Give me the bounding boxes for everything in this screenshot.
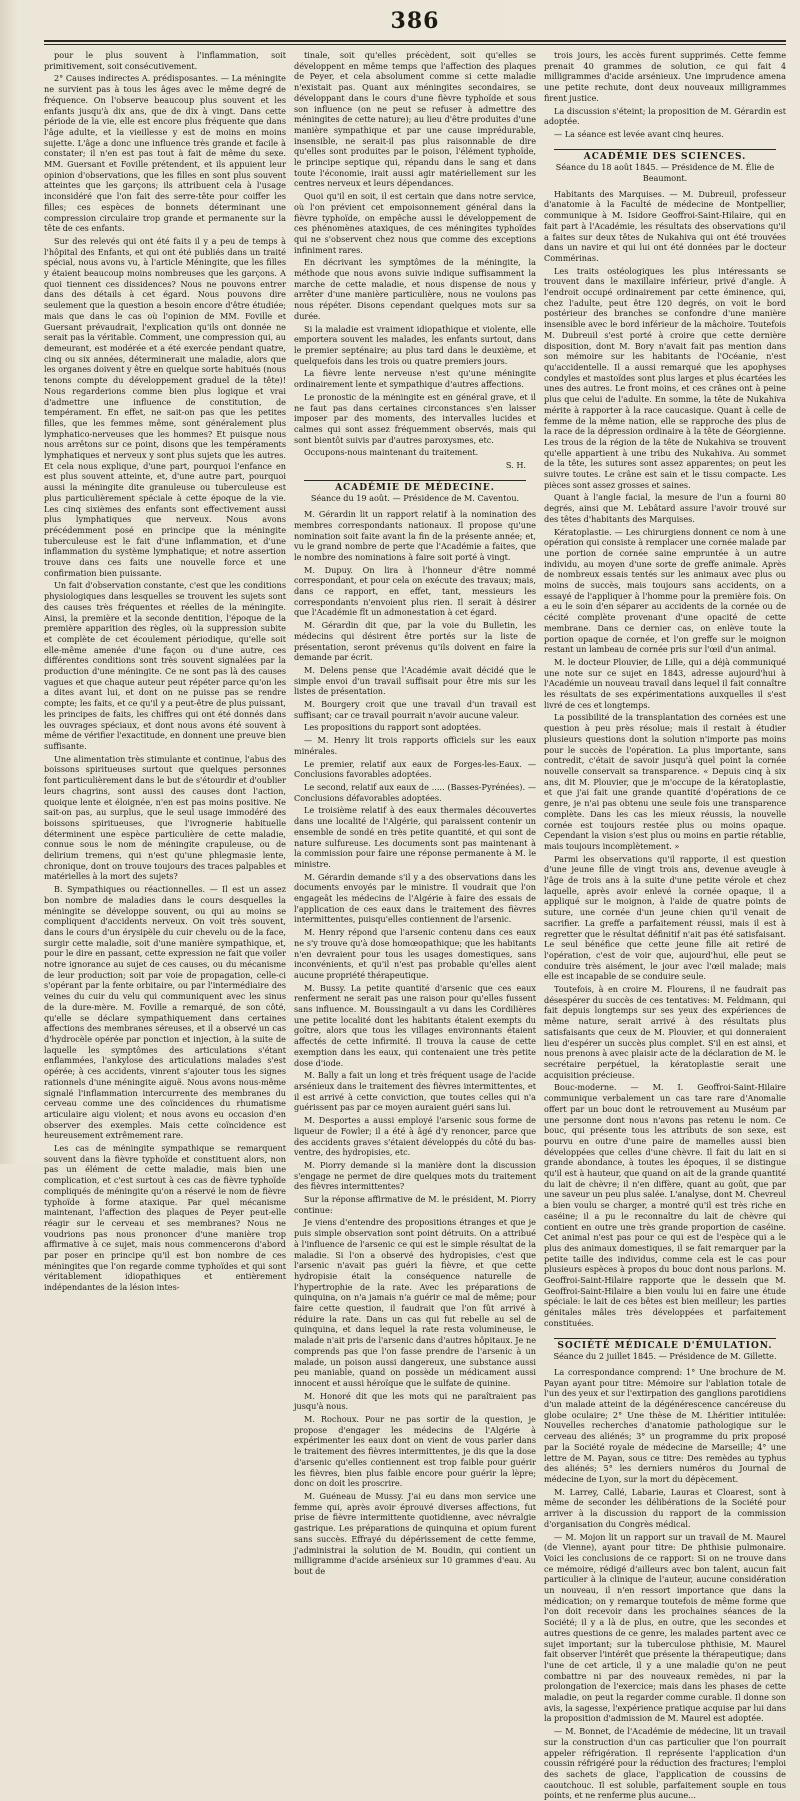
paragraph: M. Bally a fait un long et très fréquent usage de l'acide arsénieux dans le traitement des fièvres intermittentes, et il est arrivé à cette conviction, que toutes celles qui n'a guérissent pas par ce moyen auraient guéri sans lui.	[294, 1070, 536, 1113]
paragraph: — La séance est levée avant cinq heures.	[554, 128, 724, 139]
paragraph: B. Sympathiques ou réactionnelles. — Il est un assez bon nombre de maladies dans le cours desquelles la méningite se développe souvent, ou qui au moins se compliquent d'accidents nerveux. On voit très souvent, dans le cours d'un érysipèle du cuir chevelu ou de la face, surgir cette maladie, soit d'une manière sympathique, et, pour le dire en passant, cette expression ne fait que voiler notre ignorance au sujet de ces causes, ou du mécanisme de leur production; soit par voie de propagation, celle-ci s'opérant par la fente orbitaire, ou par l'intermédiaire des veines du cuir du velu qui communiquent avec les sinus de la dure-mère. M. Foville a remarqué, de son côté, qu'elle se déclare sympathiquement dans certaines affections des membranes séreuses, et il a observé un cas d'hydrocèle opérée par ponction et injection, à la suite de laquelle les symptômes des articulations s'étant enflammées, l'ankylose des articulations malades s'est opérée; à ces accidents, vinrent s'ajouter tous les signes rationnels d'une méningite aiguë. Nous avons nous-même signalé l'inflammation intercurrente des membranes du cerveau comme une des coïncidences du rhumatisme articulaire aigu violent; et nous avons eu occasion d'en observer des exemples. Mais cette coïncidence est heureusement extrêmement rare.	[44, 884, 286, 1141]
section-title: ACADÉMIE DES SCIENCES.	[583, 151, 747, 162]
col3c-body	[544, 1367, 786, 1801]
section-title: SOCIÉTÉ MÉDICALE D'ÉMULATION.	[557, 1340, 773, 1351]
paragraph: M. Dupuy. On lira à l'honneur d'être nommé correspondant, et pour cela on exécute des travaux; mais, dans ce rapport, en effet, tant, messieurs les correspondants n'envoient plus rien. Il serait à désirer que l'Académie fît un admonestation à cet égard.	[294, 564, 536, 618]
paragraph: Occupons-nous maintenant du traitement.	[304, 447, 479, 458]
col3-body	[544, 50, 786, 140]
paragraph: — M. Bonnet, de l'Académie de médecine, lit un travail sur la construction d'un cas particulier que l'on pourrait appeler réfrigération. Il représente l'application d'un coussin réfrigéré pour la réduction des fractures; l'emploi des sachets de glace, l'application de coussins de caoutchouc. Il est soluble, parfaitement souple en tous points, et ne renferme plus aucune...	[544, 1726, 786, 1801]
paragraph: M. Desportes a aussi employé l'arsenic sous forme de liqueur de Fowler; il a été à âgé d'y renoncer, parce que des accidents graves s'étaient développés du côté du bas-ventre, des hydropisies, etc.	[294, 1115, 536, 1158]
article-signature: S. H.	[505, 460, 526, 471]
paragraph: Si la maladie est vraiment idiopathique et violente, elle emportera souvent les malades, les enfants surtout, dans le premier septénaire; au plus tard dans le deuxième, et quelquefois dans les trois ou quatre premiers jours.	[294, 323, 536, 366]
paragraph: Une alimentation très stimulante et continue, l'abus des boissons spiritueuses surtout que quelques personnes font particulièrement dans le but de s'étourdir et d'oublier leurs chagrins, sont aussi des causes dont l'action, quoique lente et éloignée, n'en est pas moins positive. Ne sait-on pas, au surplus, que le seul usage immodéré des boissons spiritueuses, que l'ivrognerie habituelle déterminent une espèce particulière de cette maladie, connue sous le nom de méningite crapuleuse, ou de delirium tremens, qui n'est qu'une phlegmasie lente, chronique, dont on trouve toujours des traces palpables et matérielles à la mort des sujets?	[44, 753, 286, 882]
paragraph: trois jours, les accès furent supprimés. Cette femme prenait 40 grammes de solution, ce qui fait 4 milligrammes d'acide arsénieux. Une imprudence amena une petite rechute, dont deux nouveaux milligrammes firent justice.	[544, 50, 786, 103]
paragraph: tinale, soit qu'elles précèdent, soit qu'elles se développent en même temps que l'affection des plaques de Peyer, et cela absolument comme si cette maladie n'existait pas. Quant aux méningites secondaires, se développant dans le cours d'une fièvre typhoïde et sous son influence (on ne peut se refuser à admettre des méningites de cette nature); au lieu d'être produites d'une manière sympathique et par une cause imprédurable, insensible, ne serait-il pas plus raisonnable de dire qu'elles sont produites par le poison, l'élément typhoïde, le principe septique qui, répandu dans le sang et dans toute l'économie, irait aussi agir matériellement sur les centres nerveux et leurs dépendances.	[294, 50, 536, 189]
page-header	[44, 8, 786, 50]
paragraph: M. Bussy. La petite quantité d'arsenic que ces eaux renferment ne serait pas une raison pour qu'elles fussent sans influence. M. Boussingault a vu dans les Cordilières une petite localité dont les habitants étaient exempts du goître, alors que tous les villages environnants étaient affectés de cette infirmité. Il trouva la cause de cette exemption dans les eaux, qui contenaient une très petite dose d'iode.	[294, 982, 536, 1068]
section-subtitle: Séance du 2 juillet 1845. — Présidence de M. Gillette.	[553, 1351, 777, 1362]
paragraph: Toutefois, à en croire M. Flourens, il ne faudrait pas désespérer du succès de ces tentatives: M. Feldmann, qui fait depuis longtemps sur ses yeux des expériences de même nature, serait arrivé à des résultats plus satisfaisants que ceux de M. Plouvier, et qui donneraient lieu d'espérer un succès plus complet. S'il en est ainsi, et nous prenons à avec plaisir acte de la déclaration de M. le secrétaire perpétuel, la kératoplastie serait une acquisition précieuse.	[544, 984, 786, 1080]
paragraph: M. Rochoux. Pour ne pas sortir de la question, je propose d'engager les médecins de l'Algérie à expérimenter les eaux dont on vient de vous parler dans le traitement des fièvres intermittentes, je dis que la dose d'arsenic qu'elles contiennent est trop faible pour guérir les fièvres, bien plus faible encore pour guérir la lèpre; donc on doit les proscrire.	[294, 1414, 536, 1489]
paragraph: Le premier, relatif aux eaux de Forges-les-Eaux. — Conclusions favorables adoptées.	[294, 758, 536, 780]
paragraph: La correspondance comprend: 1° Une brochure de M. Payan ayant pour titre: Mémoire sur l'ablation totale de l'un des yeux et sur l'extirpation des ganglions parotidiens d'un malade atteint de la dégénérescence cancéreuse du globe oculaire; 2° Une thèse de M. Lhéritier intitulée: Nouvelles recherches d'anatomie pathologique sur le cerveau des aliénés; 3° un programme du prix proposé par la Société royale de médecine de Marseille; 4° une lettre de M. Payan, sous ce titre: Des remèdes au typhus des aliénés; 5° les derniers numéros du Journal de médecine de Lyon, sur la mort du dépècement.	[544, 1366, 786, 1484]
paragraph: M. Honoré dit que les mots qui ne paraîtraient pas jusqu'à nous.	[294, 1390, 536, 1412]
paragraph: M. Gérardin lit un rapport relatif à la nomination des membres correspondants nationaux. Il propose qu'une nomination soit faite avant la fin de la présente année; et, vu le grand nombre de perte que l'Académie a faites, que le nombre des nominations à faire soit porté à vingt.	[294, 509, 536, 562]
columns	[44, 50, 787, 1801]
paragraph: Le troisième relatif à des eaux thermales découvertes dans une localité de l'Algérie, qui paraissent contenir un ensemble de sondé en très petite quantité, et qui sont de nature sulfureuse. Les documents sont pas maintenant à la commission pour faire une réponse permanente à M. le ministre.	[294, 805, 536, 869]
header-rule	[44, 40, 786, 42]
col1-body	[44, 50, 286, 1293]
paragraph: Sur la réponse affirmative de M. le président, M. Piorry continue:	[294, 1194, 536, 1215]
paragraph: Parmi les observations qu'il rapporte, il est question d'une jeune fille de vingt trois ans, devenue aveugle à l'âge de trois ans à la suite d'une petite vérole et chez laquelle, après avoir enlevé la cornée opaque, il a appliqué sur le moignon, à l'aide de quatre points de suture, une cornée d'un jeune chien qu'il venait de sacrifier. La greffe a parfaitement réussi, mais il est à regretter que le résultat définitif n'ait pas été satisfaisant. Le seul bénéfice que cette jeune fille ait retiré de l'opération, c'est de voir que, aujourd'hui, elle peut se conduire très aisément, le jour avec l'œil malade; mais elle est incapable de se conduire seule.	[544, 853, 786, 982]
paragraph: Quant à l'angle facial, la mesure de l'un a fourni 80 degrés, ainsi que M. Lebâtard assure l'avoir trouvé sur des têtes d'habitants des Marquises.	[544, 492, 786, 524]
paragraph: Le second, relatif aux eaux de ..... (Basses-Pyrénées). — Conclusions défavorables adoptées.	[294, 782, 536, 803]
paragraph: — M. Henry lit trois rapports officiels sur les eaux minérales.	[294, 735, 536, 756]
column-3	[544, 50, 787, 1801]
section-subtitle: Séance du 18 août 1845. — Présidence de M. Élie de Beaumont.	[555, 162, 775, 184]
paragraph: Le pronostic de la méningite est en général grave, et il ne faut pas dans certaines circonstances s'en laisser imposer par des moments, des intervalles lucides et calmes qui sont assez fréquemment observés, mais qui sont bientôt suivis par d'autres paroxysmes, etc.	[294, 391, 536, 445]
paragraph: Les traits ostéologiques les plus intéressants se trouvent dans le maxillaire inférieur, privé d'angle. À l'endroit occupé ordinairement par cette éminence, qui, chez l'adulte, peut être 120 degrés, on voit le bord postérieur des branches se confondre d'une manière insensible avec le bord inférieur de la mâchoire. Toutefois M. Dubreuil s'est porté à croire que cette dernière disposition, dont M. Bory n'avait fait pas mention dans son mémoire sur les habitants de l'Océanie, n'est qu'accidentelle. Il a aussi remarqué que les apophyses condyles et mastoïdes sont plus larges et plus écartées les unes des autres. Le front moins, et ces crânes ont à peine plus que celui de l'adulte. En somme, la tête de Nukahiva mérite à rapporter à la race caucasique. Quant à celle de femme de la même nation, elle se rapproche des plus de la race de la dépression ordinaire à la tête de Géorgienne. Les trous de la région de la tête de Nukahiva se trouvent qu'elle appartient à une tribu des Nukahiva. Au sommet de la tête, les sutures sont assez apparentes; on peut les suivre toutes. Le crâne est sain et le tissu compacte. Les pièces sont assez grosses et saines.	[544, 265, 786, 490]
paragraph: Kératoplastie. — Les chirurgiens donnent ce nom à une opération qui consiste à remplacer une cornée malade par une portion de cornée saine empruntée à un autre individu, au moyen d'une sorte de greffe animale. Après de nombreux essais tentés sur les animaux avec plus ou moins de succès, mais toujours sans accidents, on a essayé de l'appliquer à l'homme pour la première fois. On a eu le soin d'en séparer au accidents de la cornée ou de cécité complète provenant d'une opacité de cette membrane. Dans ce dernier cas, on enlève toute la portion opaque de cornée, et l'on greffe sur le moignon restant un lambeau de cornée pris sur l'œil d'un animal.	[544, 526, 786, 655]
paragraph: — M. Mojon lit un rapport sur un travail de M. Maurel (de Vienne), ayant pour titre: De phthisie pulmonaire. Voici les conclusions de ce rapport: Si on ne trouve dans ce mémoire, rédigé d'ailleurs avec bon talent, aucun fait particulier à la clinique de l'auteur, aucune considération un nouveau, il n'en ressort importance que dans la médication; on y remarque toutefois de même forme que l'on doit recevoir dans les prochaines séances de la Société; il y a là de plus, en outre, que les secondes et autres questions de ce genre, les malades partent avec ce sujet important; sur la tuberculose phthisie, M. Maurel fait observer l'intérêt que présente la thérapeutique; dans l'une de cet article, il y a une maladie qu'on ne peut combattre ni par des nouveaux remèdes, ni par la prolongation de l'exercice; mais dans les phases de cette maladie, on peut la regarder comme curable. Il donne son avis, la sagesse, l'expérience pratique acquise par lui dans la proposition d'admission de M. Maurel est adoptée.	[544, 1531, 787, 1724]
column-1	[44, 50, 286, 1293]
paragraph: M. Gérardin dit que, par la voie du Bulletin, les médecins qui désirent être portés sur la liste de présentation, seront prévenus qu'ils doivent en faire la demande par écrit.	[294, 620, 536, 663]
paragraph: Sur des relevés qui ont été faits il y a peu de temps à l'hôpital des Enfants, et qui ont été publiés dans un traité spécial, nous avons vu, à l'article Méningite, que les filles y étaient beaucoup moins nombreuses que les garçons. A quoi tiennent ces dissidences? Nous ne pouvons entrer dans des détails à cet égard. Nous pouvons dire seulement que la question a besoin encore d'être étudiée; mais que dans le cas où l'opinion de MM. Foville et Guersant prévaudrait, l'explication qu'ils ont donnée ne serait pas la véritable. Comment, une compression qui, au demeurant, est modérée et a été exercée pendant quatre, cinq ou six années, déterminerait une maladie, alors que les organes doivent y être en quelque sorte habitués (nous tenons compte du développement graduel de la tête)! Nous regarderions comme bien plus logique et vrai d'admettre une influence de constitution, de tempérament. En effet, ne sait-on pas que les petites filles, que les femmes même, sont généralement plus lymphatico-nerveuses que les hommes? Et puisque nous nous arrêtons sur ce point, disons que les tempéraments lymphatiques et nerveux y sont plus sujets que les autres. Et cela nous explique, d'une part, pourquoi l'enfance en est plus souvent atteinte, et, d'une autre part, pourquoi aussi la méningite dite granuleuse ou tuberculeuse est plus particulièrement spéciale à cette époque de la vie. Les cinq sixièmes des enfants sont effectivement aussi plus lymphatiques que nerveux. Nous avons précédemment posé en principe que la méningite tuberculeuse est le fait d'une inflammation, et d'une inflammation du système lymphatique; et notre assertion trouve dans ces faits une nouvelle force et une confirmation bien puissante.	[44, 235, 286, 578]
section-title: ACADÉMIE DE MÉDECINE.	[335, 482, 495, 493]
paragraph: Un fait d'observation constante, c'est que les conditions physiologiques dans lesquelles se trouvent les sujets sont des causes très fréquentes et réelles de la méningite. Ainsi, la première et la seconde dentition, l'époque de la première apparition des règles, où la suppression subite et complète de cet écoulement périodique, qu'elle soit elle-même amenée d'une façon ou d'une autre, ces différentes conditions sont très souvent signalées par la production d'une méningite. Ce ne sont pas là des causes vagues et que chaque auteur peut répéter parce qu'on les a dites avant lui, et dont on ne puisse pas se rendre compte; les faits, et ce qu'il y a peut-être de plus puissant, les principes de faits, les chiffres qui ont été donnés dans les ouvrages spéciaux, et dont nous avons été souvent à même de vérifier l'exactitude, en donnent une preuve bien suffisante.	[44, 580, 286, 751]
col2-body	[294, 50, 536, 458]
paragraph: M. Larrey, Callé, Labarie, Lauras et Cloarest, sont à même de seconder les délibérations de la Société pour arriver à la discussion du rapport de la commission d'organisation du Congrès médical.	[544, 1486, 786, 1529]
paragraph: M. Delens pense que l'Académie avait décidé que le simple envoi d'un travail suffisait pour être mis sur les listes de présentation.	[294, 664, 536, 697]
section-subtitle: Séance du 19 août. — Présidence de M. Caventou.	[310, 493, 520, 504]
paragraph: Je viens d'entendre des propositions étranges et que je puis simple observation sont point détruits. On a attribué à l'influence de l'arsenic ce qui est le simple résultat de la maladie. Si l'on a observé des hydropisies, c'est que l'arsenic n'avait pas guéri la fièvre, et que cette hydropisie était la conséquence naturelle de l'hypertrophie de la rate. Avec les préparations de quinquina, on n'a jamais n'a guérir ce mal de même; pour faire cette question, il faudrait que l'on fût arrivé à réduire la rate. Dans un cas qui fut rebelle au sel de quinquina, et dans lequel la rate resta volumineuse, le malade n'ait pris de l'arsenic dans d'autres hôpitaux. Je ne comprends pas que l'on fasse prendre de l'arsenic à un malade, un poison aussi dangereux, une substance aussi peu maniable, quand on possède un médicament aussi innocent et aussi héroïque que le sulfate de quinine.	[294, 1217, 536, 1388]
paragraph: M. Gérardin demande s'il y a des observations dans les documents envoyés par le ministre. Il voudrait que l'on engageât les médecins de l'Algérie à faire des essais de l'application de ces eaux dans le traitement des fièvres intermittentes, puisqu'elles contiennent de l'arsenic.	[294, 871, 536, 925]
paragraph: M. Bourgery croit que une travail d'un travail est suffisant; car ce travail pourrait n'avoir aucune valeur.	[294, 699, 536, 720]
paragraph: Les propositions du rapport sont adoptées.	[304, 722, 482, 733]
section-societe-emulation	[544, 1338, 786, 1362]
paragraph: Bouc-moderne. — M. I. Geoffroi-Saint-Hilaire communique verbalement un cas tare rare d'Anomalie offert par un bouc dont le retrouvement au Muséum par une personne dont nous n'avons pas retenu le nom. Ce bouc, qui présente tous les attributs de son sexe, est pourvu en outre d'une paire de mamelles aussi bien développées que celles d'une chèvre. Il fait du lait en si grande abondance, à toutes les époques, il se distingue qu'il est à hauteur, que quand on ait de la grande quantité du lait de chèvre; il n'en diffère, quant au goût, que par une saveur un peu plus salée. L'analyse, dont M. Chevreul a bien voulu se charger, a montré qu'il est très riche en caséine; il a pu le reconnaître du lait de chèvre qui contient en outre une très grande proportion de caséine. Cet animal n'est pas pour ce qui est de l'espèce qui a le plus des animaux domestiques, il se fait remarquer par la petite taille des individus, comme cela est le cas pour plusieurs espèces à propos du bouc dont nous parlons. M. Geoffroi-Saint-Hilaire rapporte que le dessein que M. Geoffroi-Saint-Hilaire a bien voulu lui en faire une étude spéciale: le lait de ces bêtes est bien meilleur; les parties génitales mâles très développées et parfaitement constituées.	[544, 1082, 786, 1328]
col3b-body	[544, 189, 786, 1329]
paragraph: La possibilité de la transplantation des cornées est une question à peu près résolue; mais il restait à étudier plusieurs questions dont la solution n'importe pas moins pour le succès de l'opération. La plus importante, sans contredit, c'était de savoir jusqu'à quel point la cornée nouvelle conservait sa transparence. « Depuis cinq à six ans, dit M. Plouvier, que je m'occupe de la kératoplastie, et que j'ai fait une grande quantité d'opérations de ce genre, je n'ai pas obtenu une seule fois une transparence complète. Dans les cas les mieux réussis, la nouvelle cornée est toujours restée plus ou moins opaque. Cependant la vision s'est plus ou moins en partie rétablie, mais toujours incomplètement. »	[544, 712, 786, 851]
paragraph: 2° Causes indirectes A. prédisposantes. — La méningite ne survient pas à tous les âges avec le même degré de fréquence. On l'observe beaucoup plus souvent et les enfants jusqu'à dix ans, que de dix à vingt. Dans cette période de la vie, elle est encore plus fréquente que dans l'âge adulte, et la vieillesse y est de moins en moins sujette. L'âge a donc une influence très grande et facile à constater; il n'en est pas tout à fait de même du sexe. MM. Guersant et Foville prétendent, et ils appuient leur opinion d'observations, que les filles en sont plus souvent atteintes que les garçons; ils attribuent cela à l'usage inconsidéré que l'on fait des serre-tête pour coiffer les filles; ces espèces de bonnets déterminant une compression circulaire trop grande et permanente sur la tête de ces enfants.	[44, 73, 286, 234]
paragraph: La fièvre lente nerveuse n'est qu'une méningite ordinairement lente et sympathique d'autres affections.	[294, 368, 536, 390]
paragraph: Les cas de méningite sympathique se remarquent souvent dans la fièvre typhoïde et constituent alors, non pas un élément de cette maladie, mais bien une complication, et c'est surtout à ces cas de fièvre typhoïde compliqués de méningite qu'on a réservé le nom de fièvre typhoïde à forme ataxique. Par quel mécanisme maintenant, l'affection des plaques de Peyer peut-elle réagir sur le cerveau et ses membranes? Nous ne voudrions pas nous prononcer d'une manière trop affirmative à ce sujet, mais nous commencerons d'abord par poser en principe qu'il est bon nombre de ces méningites que l'on regarde comme typhoïdes et qui sont véritablement idiopathiques et entièrement indépendantes de la lésion intes-	[44, 1143, 286, 1293]
column-2	[294, 50, 536, 1576]
paragraph: M. Guéneau de Mussy. J'ai eu dans mon service une femme qui, après avoir éprouvé diverses affections, fut prise de fièvre intermittente quotidienne, avec névralgie gastrique. Les préparations de quinquina et opium furent sans succès. Effrayé du dépérissement de cette femme, j'administrai la solution de M. Boudin, qui contient un milligramme d'acide arsénieux sur 10 grammes d'eau. Au bout de	[294, 1491, 536, 1576]
paragraph: M. Henry répond que l'arsenic contenu dans ces eaux ne s'y trouve qu'à dose homœopathique; que les habitants n'en devraient pour tous les usages domestiques, sans inconvénients, et qu'il n'est pas probable qu'elles aient aucune propriété thérapeutique.	[294, 927, 536, 980]
paragraph: pour le plus souvent à l'inflammation, soit primitivement, soit consécutivement.	[44, 50, 286, 71]
page-number: 386	[390, 8, 440, 34]
paragraph: En décrivant les symptômes de la méningite, la méthode que nous avons suivie indique suffisamment la marche de cette maladie, et nous dispense de nous y arrêter d'une manière particulière, nous ne voulons pas nous répéter. Disons cependant quelques mots sur sa durée.	[294, 257, 536, 321]
paragraph: M. Piorry demande si la manière dont la discussion s'engage ne permet de dire quelques mots du traitement des fièvres intermittentes?	[294, 1159, 536, 1192]
paragraph: M. le docteur Plouvier, de Lille, qui a déjà communiqué une note sur ce sujet en 1843, adresse aujourd'hui à l'Académie un nouveau travail dans lequel il fait connaître les résultats de ses expérimentations auxquelles il s'est livré de ces et longtemps.	[544, 656, 786, 710]
paragraph: Habitants des Marquises. — M. Dubreuil, professeur d'anatomie à la Faculté de médecine de Montpellier, communique à M. Isidore Geoffroi-Saint-Hilaire, qui en fait part à l'Académie, les résultats des observations qu'il a faites sur deux têtes de Nukahiva qui ont été trouvées dans un navire et qui lui ont été données par le docteur Commérinas.	[544, 188, 786, 263]
paragraph: La discussion s'éteint; la proposition de M. Gérardin est adoptée.	[544, 105, 786, 127]
section-academie-sciences	[544, 149, 786, 184]
header-rule-thin	[44, 44, 786, 45]
section-academie-medecine	[294, 480, 536, 504]
paragraph: Quoi qu'il en soit, il est certain que dans notre service, où l'on prévient cet empoisonnement général dans la fièvre typhoïde, on empêche aussi le développement de ces phénomènes ataxiques, de ces méningites typhoïdes qui ne s'observent chez nous que comme des exceptions infiniment rares.	[294, 191, 536, 255]
col2b-body	[294, 509, 536, 1577]
